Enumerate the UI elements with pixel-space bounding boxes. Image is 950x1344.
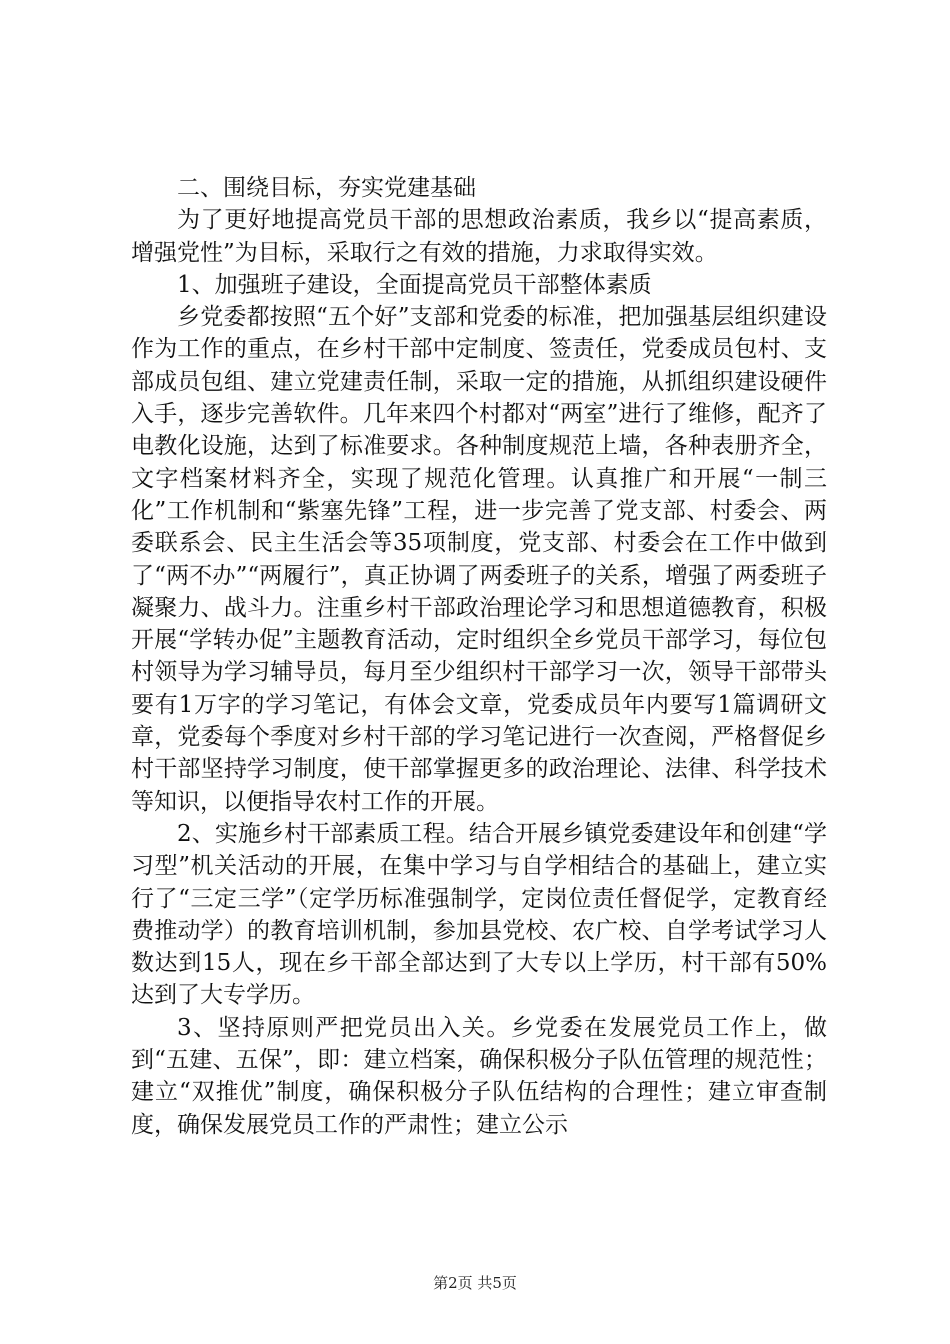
paragraph-body-3: 3、坚持原则严把党员出入关。乡党委在发展党员工作上，做到“五建、五保”，即：建立档案，确保积极分子队伍管理的规范性；建立“双推优”制度，确保积极分子队伍结构的合理性；建立审查制度，确保发展党员工作的严肃性；建立公示 xyxy=(131,1014,827,1138)
paragraph-intro: 为了更好地提高党员干部的思想政治素质，我乡以“提高素质，增强党性”为目标，采取行之有效的措施，力求取得实效。 xyxy=(131,207,827,266)
page-footer: 第2页 共5页 xyxy=(433,1274,517,1292)
paragraph-body-1: 乡党委都按照“五个好”支部和党委的标准，把加强基层组织建设作为工作的重点，在乡村干部中定制度、签责任，党委成员包村、支部成员包组、建立党建责任制，采取一定的措施，从抓组织建设硬件入手，逐步完善软件。几年来四个村都对“两室”进行了维修，配齐了电教化设施，达到了标准要求。各种制度规范上墙，各种表册齐全，文字档案材料齐全，实现了规范化管理。认真推广和开展“一制三化”工作机制和“紫塞先锋”工程，进一步完善了党支部、村委会、两委联系会、民主生活会等35项制度，党支部、村委会在工作中做到了“两不办”“两履行”，真正协调了两委班子的关系，增强了两委班子凝聚力、战斗力。注重乡村干部政治理论学习和思想道德教育，积极开展“学转办促”主题教育活动，定时组织全乡党员干部学习，每位包村领导为学习辅导员，每月至少组织村干部学习一次，领导干部带头要有1万字的学习笔记，有体会文章，党委成员年内要写1篇调研文章，党委每个季度对乡村干部的学习笔记进行一次查阅，严格督促乡村干部坚持学习制度，使干部掌握更多的政治理论、法律、科学技术等知识，以便指导农村工作的开展。 xyxy=(131,304,827,815)
section-heading: 二、围绕目标，夯实党建基础 xyxy=(177,175,476,201)
subheading-1: 1、加强班子建设，全面提高党员干部整体素质 xyxy=(177,271,652,298)
document-body xyxy=(131,172,827,1141)
paragraph-body-2: 2、实施乡村干部素质工程。结合开展乡镇党委建设年和创建“学习型”机关活动的开展，在集中学习与自学相结合的基础上，建立实行了“三定三学”（定学历标准强制学，定岗位责任督促学，定教育经费推动学）的教育培训机制，参加县党校、农广校、自学考试学习人数达到15人，现在乡干部全部达到了大专以上学历，村干部有50%达到了大专学历。 xyxy=(131,820,827,1009)
